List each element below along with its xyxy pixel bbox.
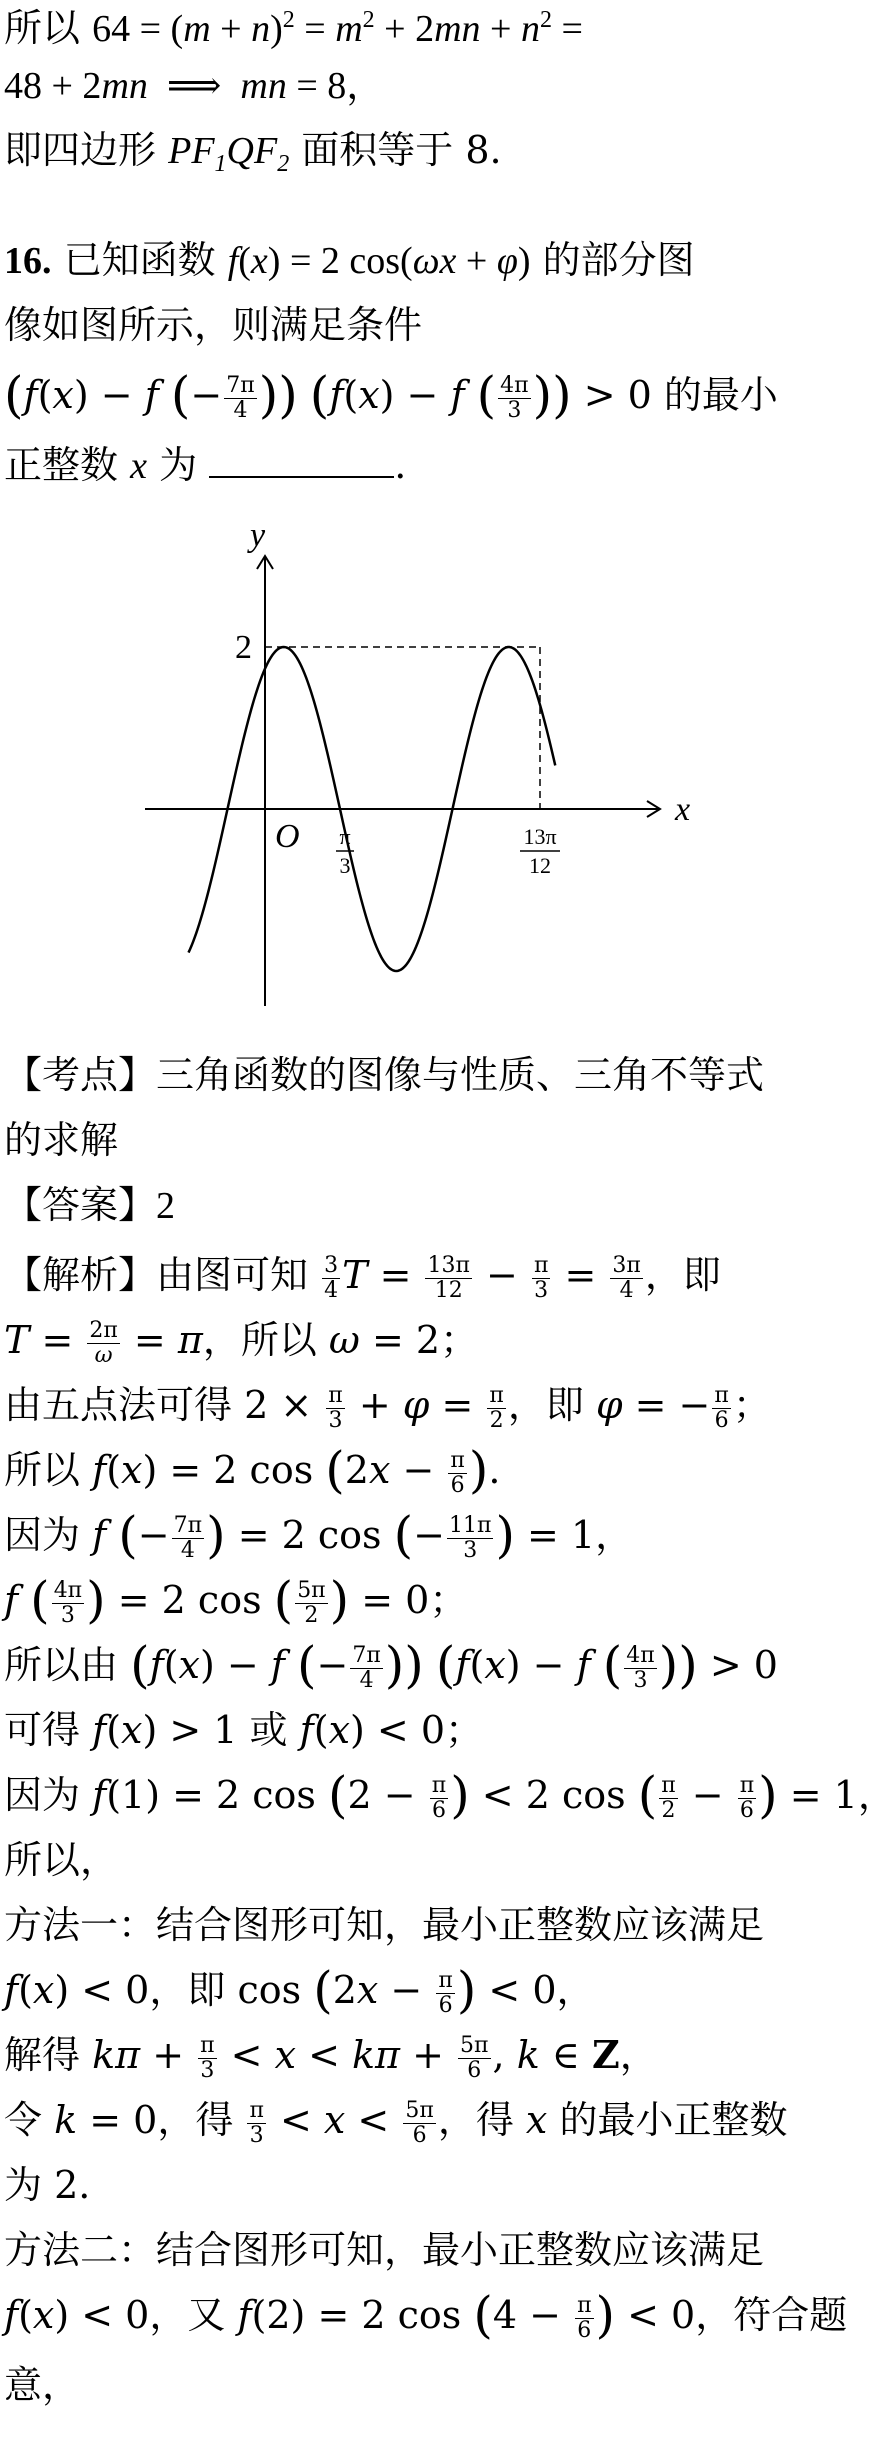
answer-value: 2 [156, 1185, 176, 1227]
problem-text: 已知函数 [63, 238, 216, 282]
method-text: ，又 [149, 2293, 226, 2337]
method-text: ，即 [149, 1968, 226, 2012]
method-text: ，得 [437, 2098, 514, 2142]
jiexi-line-7 [4, 1635, 778, 1695]
math-expression: cos (2x − $\frac{\pi}{6}$ ) < 0， [237, 1961, 595, 2019]
method-text: 解得 [4, 2033, 81, 2077]
math-expression: f (− $\frac{7\pi}{4}$ ) = 2 cos (− $\frac{11\pi}{3}$ ) = 1， [92, 1506, 634, 1564]
jiexi-line-5 [4, 1505, 633, 1565]
prev-line-2 [4, 55, 384, 116]
method-text: 意， [4, 2363, 81, 2407]
jiexi-line-9 [4, 1765, 896, 1825]
suffix-text: 面积等于 8. [301, 128, 502, 172]
method1-line-3 [4, 2025, 658, 2085]
problem-line-2 [4, 295, 422, 355]
kaodian-text: 的求解 [4, 1118, 119, 1162]
jiexi-line-4 [4, 1440, 501, 1500]
problem-number: 16. [4, 240, 52, 282]
answer-blank[interactable] [209, 446, 394, 478]
jiexi-text: 因为 [4, 1773, 81, 1817]
jiexi-text: ，即 [644, 1253, 721, 1297]
method1-line-5 [4, 2155, 90, 2215]
jiexi-text: 由五点法可得 [4, 1383, 233, 1427]
math-expression: $\frac{\pi}{3}$ < x < $\frac{5\pi}{6}$ [249, 2098, 434, 2148]
jiexi-text: 可得 [4, 1708, 81, 1752]
jiexi-line-1 [4, 1245, 721, 1305]
tick-13pi12-num: 13π [523, 824, 557, 849]
problem-text: > 0 的最小 [583, 373, 778, 417]
method1-line-2 [4, 1960, 595, 2020]
y-axis-label: y [250, 517, 266, 554]
math-expression: T = $\frac{2\pi}{\omega}$ = π，所以 ω = 2； [4, 1318, 479, 1368]
method-title: 方法一：结合图形可知，最小正整数应该满足 [4, 1903, 765, 1947]
prefix-text: 即四边形 [4, 128, 157, 172]
jiexi-text: 所以， [4, 1838, 119, 1882]
kaodian-text: 三角函数的图像与性质、三角不等式 [156, 1053, 765, 1097]
jiexi-text: 由图可知 [156, 1253, 309, 1297]
jiexi-line-8 [4, 1700, 483, 1760]
shape-name: $PF_1QF_2$ [168, 130, 290, 177]
math-expression: f(x) = 2 cos (2x − $\frac{\pi}{6}$ ). [92, 1441, 501, 1499]
prefix-text: 所以 [4, 6, 81, 50]
math-expression: f(x) < 0 [4, 1968, 150, 2012]
jiexi-line-6 [4, 1570, 467, 1630]
tick-pi3-num: π [339, 824, 351, 849]
origin-label: O [275, 818, 300, 855]
math-expression: $\frac{3}{4}$ T = $\frac{13\pi}{12}$ − $\frac{\pi}{3}$ = $\frac{3\pi}{4}$ [324, 1253, 641, 1303]
prev-line-1 [4, 0, 583, 59]
math-expression: f(x) < 0； [299, 1708, 484, 1752]
method-title: 方法二：结合图形可知，最小正整数应该满足 [4, 2228, 765, 2272]
method-text: ，符合题 [695, 2293, 848, 2337]
math-expression: f(x) < 0 [4, 2293, 150, 2337]
math-expression: f(2) = 2 cos (4 − $\frac{\pi}{6}$ ) < 0 [237, 2286, 696, 2344]
variable-x: x [130, 445, 147, 487]
method-text: 令 [4, 2098, 43, 2142]
method1-line-4: 令 k = 0，得 $\frac{\pi}{3}$ < x < $\frac{5\pi}{6}$ ，得 x 的最小正整数 [4, 2098, 788, 2148]
jiexi-line-3 [4, 1375, 771, 1435]
jiexi-line-2 [4, 1310, 478, 1370]
method2-title [4, 2220, 764, 2280]
method2-line-2 [4, 2285, 847, 2345]
math-expression: φ = − $\frac{\pi}{6}$ ； [595, 1383, 771, 1433]
problem-text: 的部分图 [542, 238, 695, 282]
jiexi-text: 或 [249, 1708, 288, 1752]
math-expression: 48 + 2mn ⟹ mn = 8， [4, 65, 385, 107]
math-expression: (f(x) − f (− $\frac{7\pi}{4}$ )) (f(x) − f ( $\frac{4\pi}{3}$ )) > 0 [130, 1636, 778, 1694]
period: . [394, 443, 407, 487]
math-expression: kπ + $\frac{\pi}{3}$ < x < kπ + $\frac{5\pi}{6}$ , k ∈ Z， [92, 2032, 658, 2083]
kaodian-line [4, 1045, 764, 1105]
method2-line-3 [4, 2355, 80, 2415]
math-expression: f(1) = 2 cos (2 − $\frac{\pi}{6}$ ) < 2 cos ( $\frac{\pi}{2}$ − $\frac{\pi}{6}$ ) = 1， [92, 1766, 896, 1824]
y-max-label: 2 [235, 629, 252, 666]
x-axis-label: x [675, 791, 691, 828]
problem-text: 为 [159, 443, 198, 487]
method-text: ，得 [157, 2098, 234, 2142]
math-expression: $64 = (m + n)^2 = m^2 + 2mn + n^2$ = [92, 7, 583, 50]
jiexi-label: 【解析】 [4, 1253, 157, 1297]
condition-expression: (f(x) − f (− $\frac{7\pi}{4}$ )) (f(x) − f ( $\frac{4\pi}{3}$ )) [4, 366, 572, 424]
math-expression: 2 × $\frac{\pi}{3}$ + φ = $\frac{\pi}{2}$ [244, 1383, 504, 1433]
method-text: 为 2. [4, 2163, 91, 2207]
jiexi-text: 因为 [4, 1513, 81, 1557]
kaodian-label: 【考点】 [4, 1053, 157, 1097]
answer-line [4, 1175, 175, 1236]
tick-13pi12-den: 12 [529, 853, 551, 878]
jiexi-text: 所以 [4, 1448, 81, 1492]
jiexi-line-10 [4, 1830, 118, 1890]
jiexi-text: ，即 [507, 1383, 584, 1427]
kaodian-line-2 [4, 1110, 118, 1170]
jiexi-text: 所以由 [4, 1643, 119, 1687]
method-text: 的最小正整数 [559, 2098, 788, 2142]
math-expression: k = 0 [54, 2098, 158, 2142]
function-graph [125, 510, 691, 1020]
math-expression: f(x) > 1 [92, 1708, 238, 1752]
math-expression: f ( $\frac{4\pi}{3}$ ) = 2 cos ( $\frac{5\pi}{2}$ ) = 0； [4, 1571, 468, 1629]
problem-line-4 [4, 435, 406, 496]
prev-line-3 [4, 120, 502, 194]
problem-text: 正整数 [4, 443, 119, 487]
method1-title [4, 1895, 764, 1955]
answer-label: 【答案】 [4, 1183, 157, 1227]
problem-line-3 [4, 365, 778, 425]
problem-line-1 [4, 230, 695, 291]
function-expression: f(x) = 2 cos(ωx + φ) [227, 240, 531, 282]
tick-pi3-den: 3 [339, 853, 351, 878]
problem-text: 像如图所示，则满足条件 [4, 303, 423, 347]
